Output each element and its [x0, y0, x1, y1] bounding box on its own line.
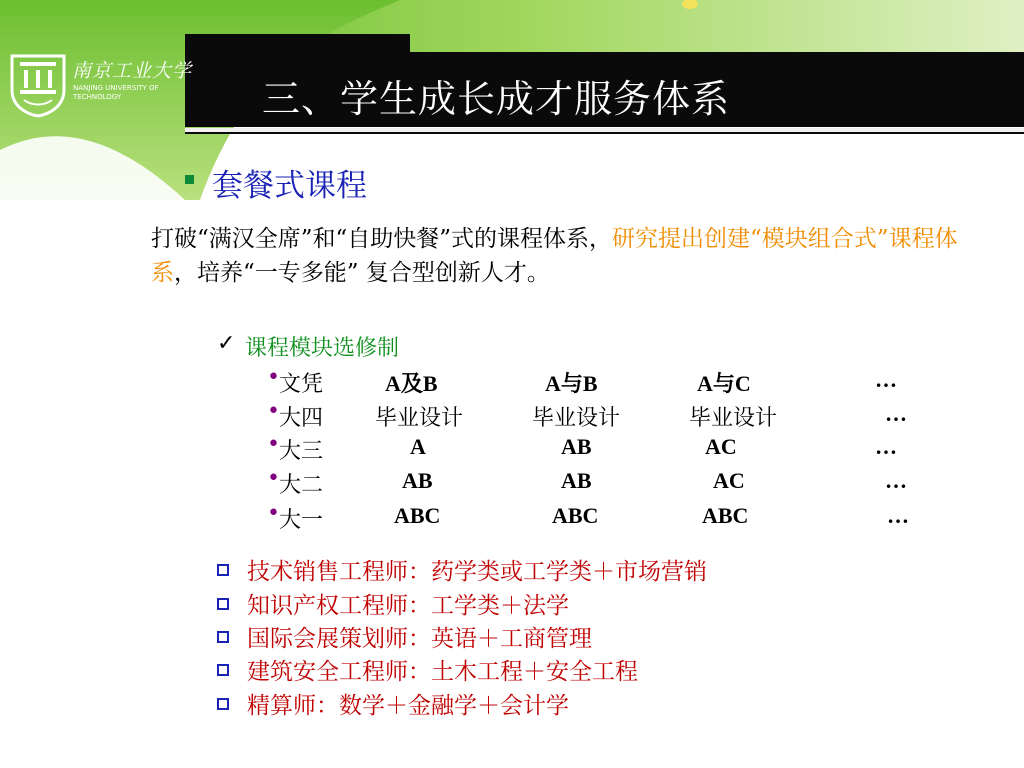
bullet-dot-icon: • [267, 399, 280, 424]
career-item [217, 653, 1017, 685]
intro-text-1: 打破“满汉全席”和“自助快餐”式的课程体系， [151, 226, 613, 252]
module-cell: ABC [552, 503, 599, 528]
module-cell-more: … [885, 468, 907, 493]
module-cell: AB [402, 468, 433, 493]
module-row-label: 大三 [279, 439, 324, 464]
module-cell: AC [705, 434, 737, 459]
hollow-square-bullet-icon [217, 664, 229, 676]
module-row [267, 503, 947, 537]
module-cell-more: … [875, 434, 897, 459]
module-cell-more: … [875, 367, 897, 392]
career-item-text: 精算师：数学＋金融学＋会计学 [247, 693, 569, 719]
module-cell: A与C [697, 371, 751, 396]
bullet-dot-icon: • [267, 501, 280, 526]
university-name-cn: 南京工业大学 [72, 60, 193, 82]
hollow-square-bullet-icon [217, 631, 229, 643]
module-row-label: 大一 [279, 508, 324, 533]
checkmark-icon: ✓ [217, 331, 236, 356]
bullet-dot-icon: • [267, 466, 280, 491]
module-row [267, 468, 947, 502]
module-cell-more: … [885, 401, 907, 426]
intro-highlight: 研究提出创建“模块组合式”课程体系 [151, 226, 958, 286]
module-cell: ABC [394, 503, 441, 528]
slide-title: 三、学生成长成才服务体系 [262, 77, 731, 121]
career-item [217, 687, 1017, 719]
intro-text-2: ，培养“一专多能” 复合型创新人才。 [174, 260, 550, 286]
career-item [217, 553, 1017, 585]
module-cell: AC [713, 468, 745, 493]
module-cell: A与B [545, 371, 598, 396]
bullet-dot-icon: • [267, 432, 280, 457]
bullet-dot-icon: • [267, 365, 280, 390]
module-row [267, 434, 947, 468]
career-item-text: 知识产权工程师：工学类＋法学 [247, 593, 569, 619]
module-cell: AB [561, 468, 592, 493]
module-cell: 毕业设计 [375, 406, 464, 431]
module-title: 课程模块选修制 [245, 336, 400, 361]
university-name-en: NANJING UNIVERSITY OF TECHNOLOGY [73, 84, 159, 101]
career-item [217, 587, 1017, 619]
title-bar-divider-dark [185, 132, 1024, 134]
module-row-label: 文凭 [279, 372, 324, 397]
module-cell: AB [561, 434, 592, 459]
hollow-square-bullet-icon [217, 598, 229, 610]
module-row [267, 401, 947, 435]
career-item [217, 620, 1017, 652]
module-row-label: 大四 [279, 406, 324, 431]
career-item-text: 建筑安全工程师：土木工程＋安全工程 [247, 659, 638, 685]
intro-paragraph [151, 222, 981, 290]
hollow-square-bullet-icon [217, 564, 229, 576]
section-heading: 套餐式课程 [212, 168, 367, 204]
module-row-label: 大二 [279, 473, 324, 498]
module-cell: 毕业设计 [532, 406, 621, 431]
square-bullet-icon [185, 175, 194, 184]
career-item-text: 国际会展策划师：英语＋工商管理 [247, 626, 592, 652]
hollow-square-bullet-icon [217, 698, 229, 710]
module-row [267, 367, 947, 401]
module-cell-more: … [887, 503, 909, 528]
module-cell: 毕业设计 [689, 406, 778, 431]
career-item-text: 技术销售工程师：药学类或工学类＋市场营销 [247, 559, 707, 585]
module-cell: ABC [702, 503, 749, 528]
university-emblem-icon [8, 52, 68, 118]
module-cell: A及B [385, 371, 438, 396]
module-cell: A [410, 434, 426, 459]
